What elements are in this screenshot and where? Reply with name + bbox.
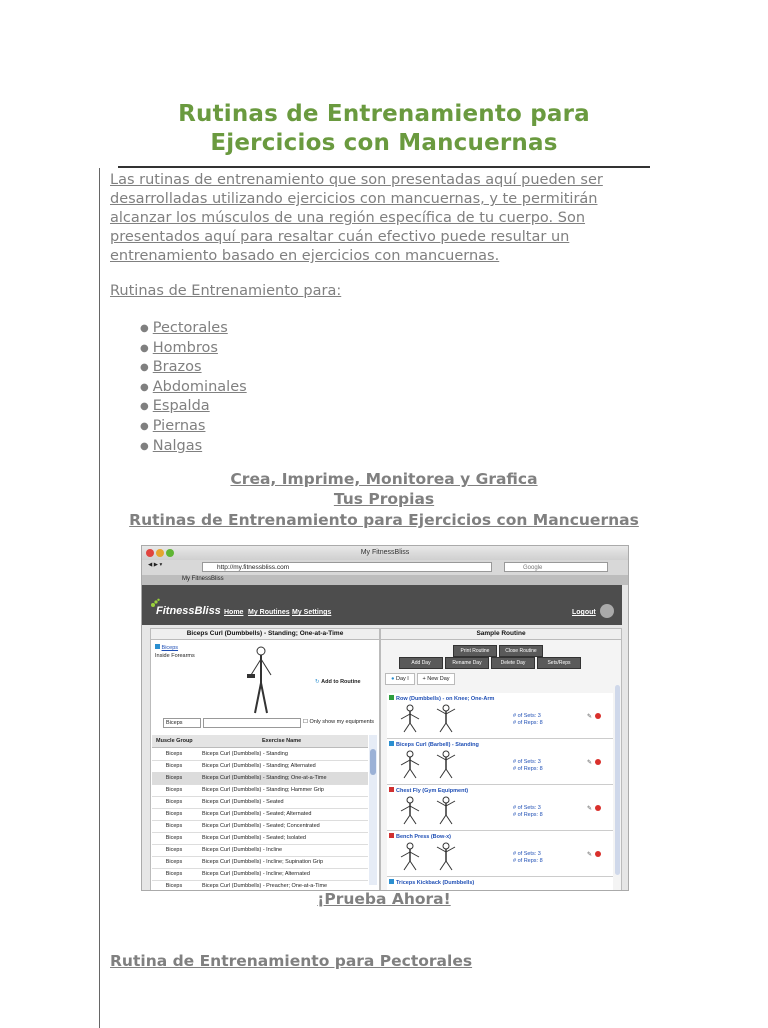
link-nalgas[interactable]: Nalgas (152, 437, 203, 454)
row-exercise-name: Biceps Curl (Dumbbells) - Incline; Supination Grip (202, 859, 324, 865)
bullet-icon: ● (140, 381, 149, 393)
bullet-icon: ● (140, 420, 149, 432)
routine-exercise-card (387, 693, 613, 739)
row-exercise-name: Biceps Curl (Dumbbells) - Standing; Hammer Grip (202, 787, 324, 793)
row-exercise-name: Biceps Curl (Dumbbells) - Standing; Alternated (202, 763, 316, 769)
exercise-panel (150, 628, 380, 891)
rename-day-button: Rename Day (445, 657, 489, 669)
routine-exercise-title (389, 695, 494, 702)
routine-exercise-name: Chest Fly (Gym Equipment) (396, 788, 469, 794)
minimize-window-icon (156, 549, 164, 557)
logo-icon (150, 595, 160, 605)
list-item (140, 378, 247, 398)
sets-count: # of Sets: 3 (513, 759, 541, 765)
edit-icon: ✎ (587, 760, 593, 766)
sets-count: # of Sets: 3 (513, 713, 541, 719)
link-pectorales[interactable]: Pectorales (152, 320, 228, 336)
promo-line-3[interactable]: Rutinas de Entrenamiento para Ejercicios con Mancuernas (129, 511, 639, 529)
edit-icon: ✎ (587, 806, 593, 812)
exercise-figure-icon (243, 645, 279, 717)
title-line-2: Ejercicios con Mancuernas (210, 130, 558, 156)
app-screenshot[interactable] (141, 545, 629, 891)
routine-header: Sample Routine (381, 629, 621, 640)
link-espalda[interactable]: Espalda (152, 398, 210, 415)
routine-exercise-card (387, 785, 613, 831)
tab-day-1 (385, 673, 415, 685)
add-to-routine-button (315, 679, 361, 685)
row-muscle-group: Biceps (165, 859, 183, 865)
exercise-color-swatch (389, 833, 394, 838)
exercise-search-input (203, 718, 301, 728)
exercise-illustration-icon (395, 703, 425, 733)
exercise-illustration-icon (431, 795, 461, 825)
refresh-icon: ↻ (315, 679, 320, 685)
list-item (140, 358, 247, 378)
page-title (0, 100, 768, 158)
exercise-header: Biceps Curl (Dumbbells) - Standing; One-at-a-Time (151, 629, 379, 640)
nav-my-routines: My Routines (248, 609, 290, 616)
user-avatar (600, 604, 614, 618)
close-window-icon (146, 549, 154, 557)
bullet-icon: ● (140, 440, 149, 452)
title-divider (118, 166, 650, 168)
exercise-illustration-icon (431, 703, 461, 733)
muscle-list (140, 319, 247, 456)
routine-exercise-name: Bench Press (Bow-x) (396, 834, 452, 840)
row-exercise-name: Biceps Curl (Dumbbells) - Incline; Alternated (202, 871, 310, 877)
muscle-primary (155, 644, 178, 651)
reps-count: # of Reps: 8 (513, 812, 543, 818)
exercise-color-swatch (389, 741, 394, 746)
bullet-icon: ● (140, 342, 149, 354)
app-header (142, 585, 622, 625)
reps-count: # of Reps: 8 (513, 720, 543, 726)
reps-count: # of Reps: 8 (513, 766, 543, 772)
list-item (140, 319, 247, 339)
routine-exercise-title (389, 833, 451, 840)
routine-exercise-name: Biceps Curl (Barbell) - Standing (396, 742, 479, 748)
exercise-color-swatch (389, 879, 394, 884)
tab-new-day-label: New Day (427, 676, 450, 682)
link-hombros[interactable]: Hombros (152, 339, 218, 356)
routine-exercise-name: Row (Dumbbells) - on Knee; One-Arm (396, 696, 495, 702)
reps-count: # of Reps: 8 (513, 858, 543, 864)
col-exercise-name: Exercise Name (262, 738, 302, 744)
muscle-group-value: Biceps (166, 720, 183, 726)
link-piernas[interactable]: Piernas (152, 417, 206, 434)
row-exercise-name: Biceps Curl (Dumbbells) - Standing (202, 751, 288, 757)
link-brazos[interactable]: Brazos (152, 359, 202, 376)
nav-my-settings: My Settings (292, 609, 332, 616)
only-equipment-label: Only show my equipments (309, 719, 374, 725)
row-muscle-group: Biceps (165, 751, 183, 757)
grid-header (152, 735, 368, 748)
routine-exercise-title (389, 879, 474, 886)
list-item (140, 417, 247, 437)
row-exercise-name: Biceps Curl (Dumbbells) - Seated; Isolated (202, 835, 306, 841)
add-to-routine-label: Add to Routine (321, 679, 361, 685)
row-muscle-group: Biceps (165, 811, 183, 817)
exercise-illustration-icon (431, 749, 461, 779)
zoom-window-icon (166, 549, 174, 557)
bullet-icon: ● (140, 362, 149, 374)
muscle-secondary: Inside Forearms (155, 653, 195, 659)
app-logo: FitnessBliss (156, 605, 221, 617)
browser-tab: My FitnessBliss (182, 576, 224, 582)
tab-new-day (417, 673, 455, 685)
delete-day-button: Delete Day (491, 657, 535, 669)
tab-day-1-label: Day I (396, 676, 409, 682)
try-now-link[interactable]: ¡Prueba Ahora! (317, 890, 451, 908)
bullet-icon: ● (140, 323, 149, 334)
routine-exercise-title (389, 741, 479, 748)
muscle-color-swatch (155, 644, 160, 649)
row-muscle-group: Biceps (165, 871, 183, 877)
row-exercise-name: Biceps Curl (Dumbbells) - Preacher; One-at-a-Time (202, 883, 328, 889)
row-muscle-group: Biceps (165, 763, 183, 769)
list-item (140, 437, 247, 457)
muscle-group-select (163, 718, 201, 728)
delete-icon (595, 851, 601, 857)
delete-icon (595, 805, 601, 811)
pectorales-routine-link[interactable]: Rutina de Entrenamiento para Pectorales (110, 952, 473, 970)
list-item (140, 339, 247, 359)
row-muscle-group: Biceps (165, 799, 183, 805)
exercise-color-swatch (389, 695, 394, 700)
row-exercise-name: Biceps Curl (Dumbbells) - Standing; One-at-a-Time (202, 775, 327, 781)
exercise-illustration-icon (431, 841, 461, 871)
day-icon: ● (391, 676, 395, 682)
sets-reps-button: Sets/Reps (537, 657, 581, 669)
list-item (140, 397, 247, 417)
row-exercise-name: Biceps Curl (Dumbbells) - Seated; Concentrated (202, 823, 320, 829)
title-line-1: Rutinas de Entrenamiento para (178, 101, 590, 127)
bullet-icon: ● (140, 401, 149, 413)
row-exercise-name: Biceps Curl (Dumbbells) - Seated; Alternated (202, 811, 312, 817)
routines-label[interactable]: Rutinas de Entrenamiento para: (110, 283, 342, 299)
routine-exercise-name: Triceps Kickback (Dumbbells) (396, 880, 475, 886)
grid-scroll-thumb (370, 749, 376, 775)
row-muscle-group: Biceps (165, 775, 183, 781)
row-exercise-name: Biceps Curl (Dumbbells) - Incline (202, 847, 283, 853)
row-muscle-group: Biceps (165, 835, 183, 841)
close-routine-button: Close Routine (499, 645, 543, 657)
window-title: My FitnessBliss (142, 546, 628, 560)
only-equipment-checkbox: ☐ Only show my equipments (303, 719, 374, 725)
plus-icon: + (422, 676, 426, 682)
routine-exercise-card (387, 739, 613, 785)
link-abdominales[interactable]: Abdominales (152, 378, 247, 395)
exercise-color-swatch (389, 787, 394, 792)
routine-panel (380, 628, 622, 891)
exercise-illustration-icon (395, 749, 425, 779)
col-muscle-group: Muscle Group (156, 738, 193, 744)
routine-exercise-title (389, 787, 468, 794)
muscle-primary-label: Biceps (161, 645, 179, 651)
row-exercise-name: Biceps Curl (Dumbbells) - Seated (202, 799, 284, 805)
intro-paragraph[interactable]: Las rutinas de entrenamiento que son presentadas aquí pueden ser desarrolladas utilizando ejercicios con mancuernas, y te permitirán alcanzar los músculos de una región específica de tu cuerpo. Son presentados aquí para resaltar cuán efectivo puede resultar un entrenamiento basado en ejercicios con mancuernas. (110, 172, 603, 264)
grid-scrollbar (369, 735, 377, 885)
row-muscle-group: Biceps (165, 883, 183, 889)
back-forward-icon: ◀ ▶ ▾ (148, 562, 163, 568)
add-day-button: Add Day (399, 657, 443, 669)
promo-line-1[interactable]: Crea, Imprime, Monitorea y Grafica (230, 470, 538, 488)
url-field: http://my.fitnessbliss.com (202, 562, 492, 572)
row-muscle-group: Biceps (165, 823, 183, 829)
edit-icon: ✎ (587, 714, 593, 720)
delete-icon (595, 759, 601, 765)
row-muscle-group: Biceps (165, 847, 183, 853)
browser-toolbar (142, 560, 628, 575)
row-muscle-group: Biceps (165, 787, 183, 793)
search-field: Google (504, 562, 608, 572)
nav-home: Home (224, 609, 244, 616)
exercise-illustration-icon (395, 795, 425, 825)
edit-icon: ✎ (587, 852, 593, 858)
logout-link: Logout (572, 609, 596, 616)
page-scrollbar (615, 685, 620, 875)
routine-exercise-card (387, 831, 613, 877)
delete-icon (595, 713, 601, 719)
sets-count: # of Sets: 3 (513, 805, 541, 811)
exercise-illustration-icon (395, 841, 425, 871)
promo-line-2[interactable]: Tus Propias (333, 490, 435, 508)
tab-bar (142, 575, 628, 585)
print-routine-button: Print Routine (453, 645, 497, 657)
sets-count: # of Sets: 3 (513, 851, 541, 857)
routine-exercise-card (387, 877, 613, 891)
